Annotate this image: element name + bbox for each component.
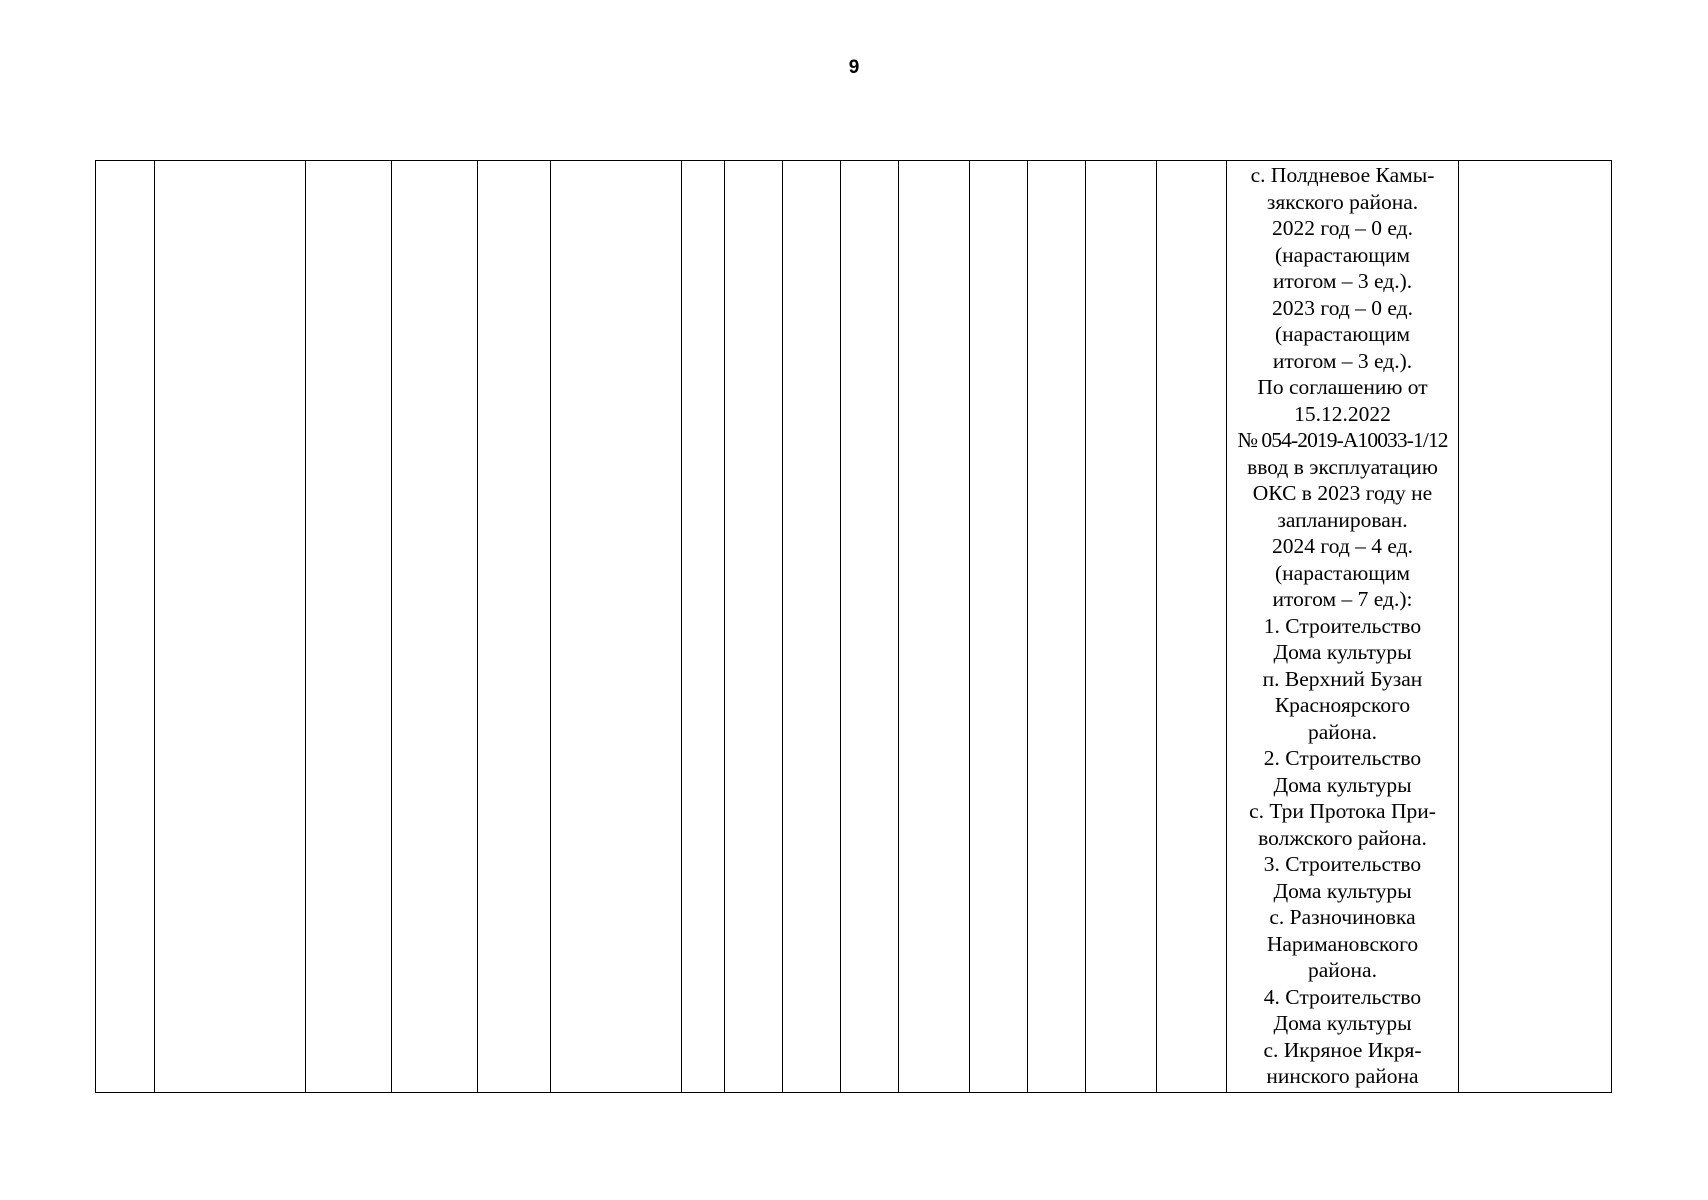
description-line: района.: [1308, 958, 1377, 982]
description-line: с. Разночиновка: [1269, 905, 1416, 929]
table-column-10: [841, 161, 899, 1092]
description-line: итогом – 3 ед.).: [1272, 269, 1413, 293]
description-line: итогом – 7 ед.):: [1272, 587, 1413, 611]
table-column-1: [96, 161, 155, 1092]
description-line: с. Икряное Икря-: [1263, 1037, 1422, 1062]
table-column-12: [970, 161, 1028, 1092]
description-line: с. Полдневое Камы-: [1250, 163, 1435, 187]
description-line: Дома культуры: [1273, 1011, 1412, 1035]
description-line: 4. Строительство: [1263, 984, 1422, 1009]
description-line: 2. Строительство: [1263, 746, 1422, 770]
description-line: Дома культуры: [1273, 640, 1412, 664]
description-line: По соглашению от: [1257, 375, 1428, 399]
table-column-description: [1227, 161, 1459, 1092]
description-line: с. Три Протока При-: [1249, 799, 1436, 823]
description-line: 2022 год – 0 ед.: [1272, 216, 1413, 240]
table-column-3: [306, 161, 392, 1092]
description-line: (нарастающим: [1275, 560, 1410, 585]
table-column-8: [725, 161, 783, 1092]
table-column-14: [1086, 161, 1157, 1092]
description-line: нинского района: [1266, 1064, 1419, 1088]
description-line: 2023 год – 0 ед.: [1272, 295, 1413, 320]
table-column-11: [899, 161, 970, 1092]
description-line: п. Верхний Бузан: [1262, 666, 1423, 691]
table: [95, 160, 1612, 1093]
description-line: Дома культуры: [1273, 772, 1412, 797]
description-line: итогом – 3 ед.).: [1272, 348, 1413, 373]
table-column-13: [1028, 161, 1086, 1092]
description-line: № 054-2019-А10033-1/12: [1237, 428, 1448, 452]
description-line: 3. Строительство: [1263, 852, 1422, 876]
description-line: (нарастающим: [1275, 242, 1410, 267]
description-line: волжского района.: [1258, 825, 1427, 850]
description-line: зякского района.: [1266, 189, 1419, 214]
description-line: района.: [1308, 719, 1377, 744]
description-line: (нарастающим: [1275, 322, 1410, 346]
table-column-4: [392, 161, 478, 1092]
table-column-6: [551, 161, 682, 1092]
description-line: 15.12.2022: [1294, 401, 1391, 426]
table-column-9: [783, 161, 841, 1092]
description-line: ввод в эксплуатацию: [1247, 454, 1438, 479]
description-line: Дома культуры: [1273, 878, 1412, 903]
description-line: Наримановского: [1266, 931, 1419, 956]
description-line: 1. Строительство: [1263, 613, 1422, 638]
table-column-2: [155, 161, 306, 1092]
table-column-5: [478, 161, 551, 1092]
table-column-17: [1459, 161, 1611, 1092]
description-line: ОКС в 2023 году не: [1252, 481, 1433, 505]
description-line: запланирован.: [1277, 507, 1408, 532]
page-number: 9: [848, 57, 860, 78]
table-column-15: [1157, 161, 1227, 1092]
table-column-7: [682, 161, 725, 1092]
description-line: Красноярского: [1274, 693, 1411, 717]
description-line: 2024 год – 4 ед.: [1272, 534, 1413, 558]
